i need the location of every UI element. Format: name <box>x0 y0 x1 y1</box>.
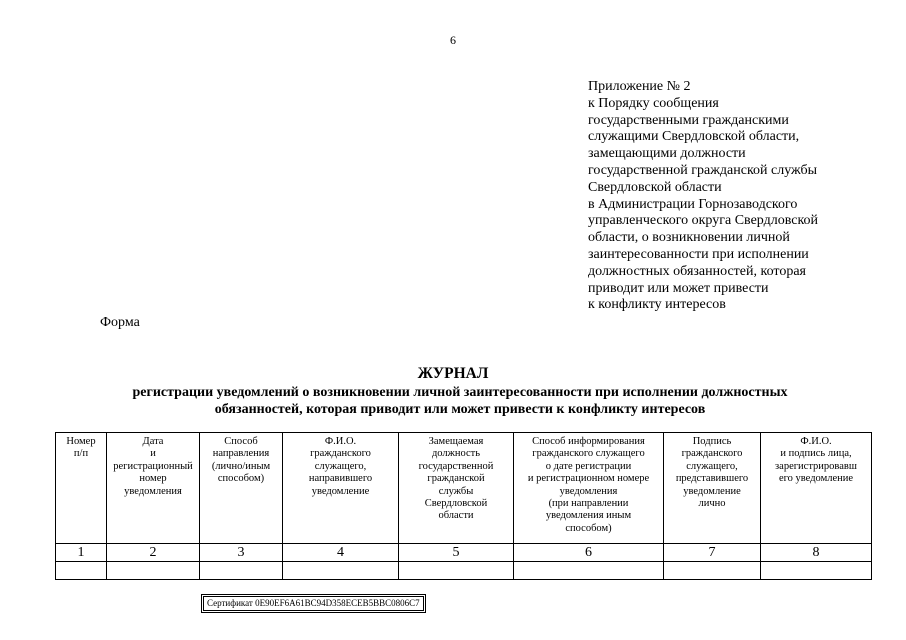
header-line: о дате регистрации <box>545 460 632 472</box>
journal-subtitle-line: обязанностей, которая приводит или может привести к конфликту интересов <box>214 402 706 417</box>
header-line: гражданского <box>681 448 743 460</box>
table-cell[interactable] <box>514 562 664 580</box>
journal-subtitle <box>90 384 830 418</box>
column-number: 3 <box>200 544 283 562</box>
header-line: гражданского служащего <box>532 448 645 460</box>
table-row <box>56 562 872 580</box>
column-number: 4 <box>283 544 399 562</box>
header-cell <box>56 433 107 544</box>
table-header-row <box>56 433 872 544</box>
form-label: Форма <box>100 315 140 330</box>
header-line: уведомления <box>124 485 182 497</box>
certificate-stamp: Сертификат 0E90EF6A61BC94D358ECEB5BBC0806C7 <box>203 596 424 611</box>
header-line: направившего <box>308 473 373 485</box>
header-line: представившего <box>675 473 749 485</box>
header-cell <box>399 433 514 544</box>
header-line: и регистрационном номере <box>527 473 650 485</box>
column-number: 2 <box>107 544 200 562</box>
column-number: 1 <box>56 544 107 562</box>
header-line: направления <box>212 448 270 460</box>
appendix-line: к конфликту интересов <box>588 297 726 313</box>
appendix-line: заинтересованности при исполнении <box>588 246 809 262</box>
header-line: номер <box>139 473 167 485</box>
header-cell <box>761 433 872 544</box>
page-number: 6 <box>450 33 456 47</box>
header-line: служащего, <box>314 460 367 472</box>
header-line: зарегистрировавш <box>775 460 857 472</box>
header-line: регистрационный <box>113 460 193 472</box>
header-line: и подпись лица, <box>780 448 852 460</box>
header-line: Ф.И.О. <box>800 436 832 447</box>
header-line: способом) <box>217 473 265 485</box>
appendix-line: управленческого округа Свердловской <box>588 213 819 229</box>
header-line: служащего, <box>686 460 738 472</box>
header-line: гражданской <box>427 473 485 485</box>
appendix-line: к Порядку сообщения <box>588 95 719 111</box>
header-line: Способ <box>224 436 258 447</box>
appendix-line: Свердловской области <box>588 179 722 195</box>
journal-title: ЖУРНАЛ <box>417 365 489 382</box>
header-line: Подпись <box>692 436 732 447</box>
appendix-line: приводит или может привести <box>588 280 769 296</box>
header-line: Дата <box>142 436 164 447</box>
header-line: лично <box>698 498 726 510</box>
table-cell[interactable] <box>399 562 514 580</box>
header-line: области <box>438 510 474 522</box>
header-line: должность <box>431 448 481 460</box>
header-line: гражданского <box>310 448 371 460</box>
header-line: Свердловской <box>424 498 488 510</box>
column-number: 8 <box>761 544 872 562</box>
table-cell[interactable] <box>283 562 399 580</box>
header-line: его уведомление <box>778 473 854 485</box>
journal-table <box>55 432 872 580</box>
header-line: уведомления иным <box>545 510 632 522</box>
header-line: Ф.И.О. <box>324 436 357 447</box>
header-line: и <box>150 448 156 460</box>
table-cell[interactable] <box>200 562 283 580</box>
table-cell[interactable] <box>56 562 107 580</box>
table-cell[interactable] <box>107 562 200 580</box>
appendix-block <box>588 79 888 314</box>
column-number: 7 <box>664 544 761 562</box>
header-cell <box>107 433 200 544</box>
header-cell <box>664 433 761 544</box>
header-line: службы <box>438 485 474 497</box>
journal-subtitle-line: регистрации уведомлений о возникновении личной заинтересованности при исполнении должностных <box>132 385 788 400</box>
table-cell[interactable] <box>761 562 872 580</box>
column-number-row <box>56 544 872 562</box>
appendix-line: области, о возникновении личной <box>588 230 790 246</box>
header-line: Замещаемая <box>428 436 484 447</box>
header-line: уведомления <box>559 485 618 497</box>
appendix-line: замещающими должности <box>588 146 746 162</box>
header-line: Номер <box>66 436 96 447</box>
header-line: Способ информирования <box>532 436 645 447</box>
appendix-line: в Администрации Горнозаводского <box>588 196 798 212</box>
header-line: (при направлении <box>548 498 629 510</box>
appendix-line: Приложение № 2 <box>588 79 691 94</box>
header-cell <box>514 433 664 544</box>
appendix-line: должностных обязанностей, которая <box>588 263 806 279</box>
header-line: уведомление <box>683 485 741 497</box>
header-cell <box>283 433 399 544</box>
header-cell <box>200 433 283 544</box>
header-line: п/п <box>73 448 89 460</box>
appendix-line: государственной гражданской службы <box>588 162 818 178</box>
table-cell[interactable] <box>664 562 761 580</box>
header-line: способом) <box>565 522 612 534</box>
column-number: 6 <box>514 544 664 562</box>
column-number: 5 <box>399 544 514 562</box>
header-line: (лично/иным <box>211 460 271 472</box>
header-line: государственной <box>418 460 494 472</box>
appendix-line: государственными гражданскими <box>588 112 789 128</box>
appendix-line: служащими Свердловской области, <box>588 129 800 145</box>
header-line: уведомление <box>311 485 370 497</box>
